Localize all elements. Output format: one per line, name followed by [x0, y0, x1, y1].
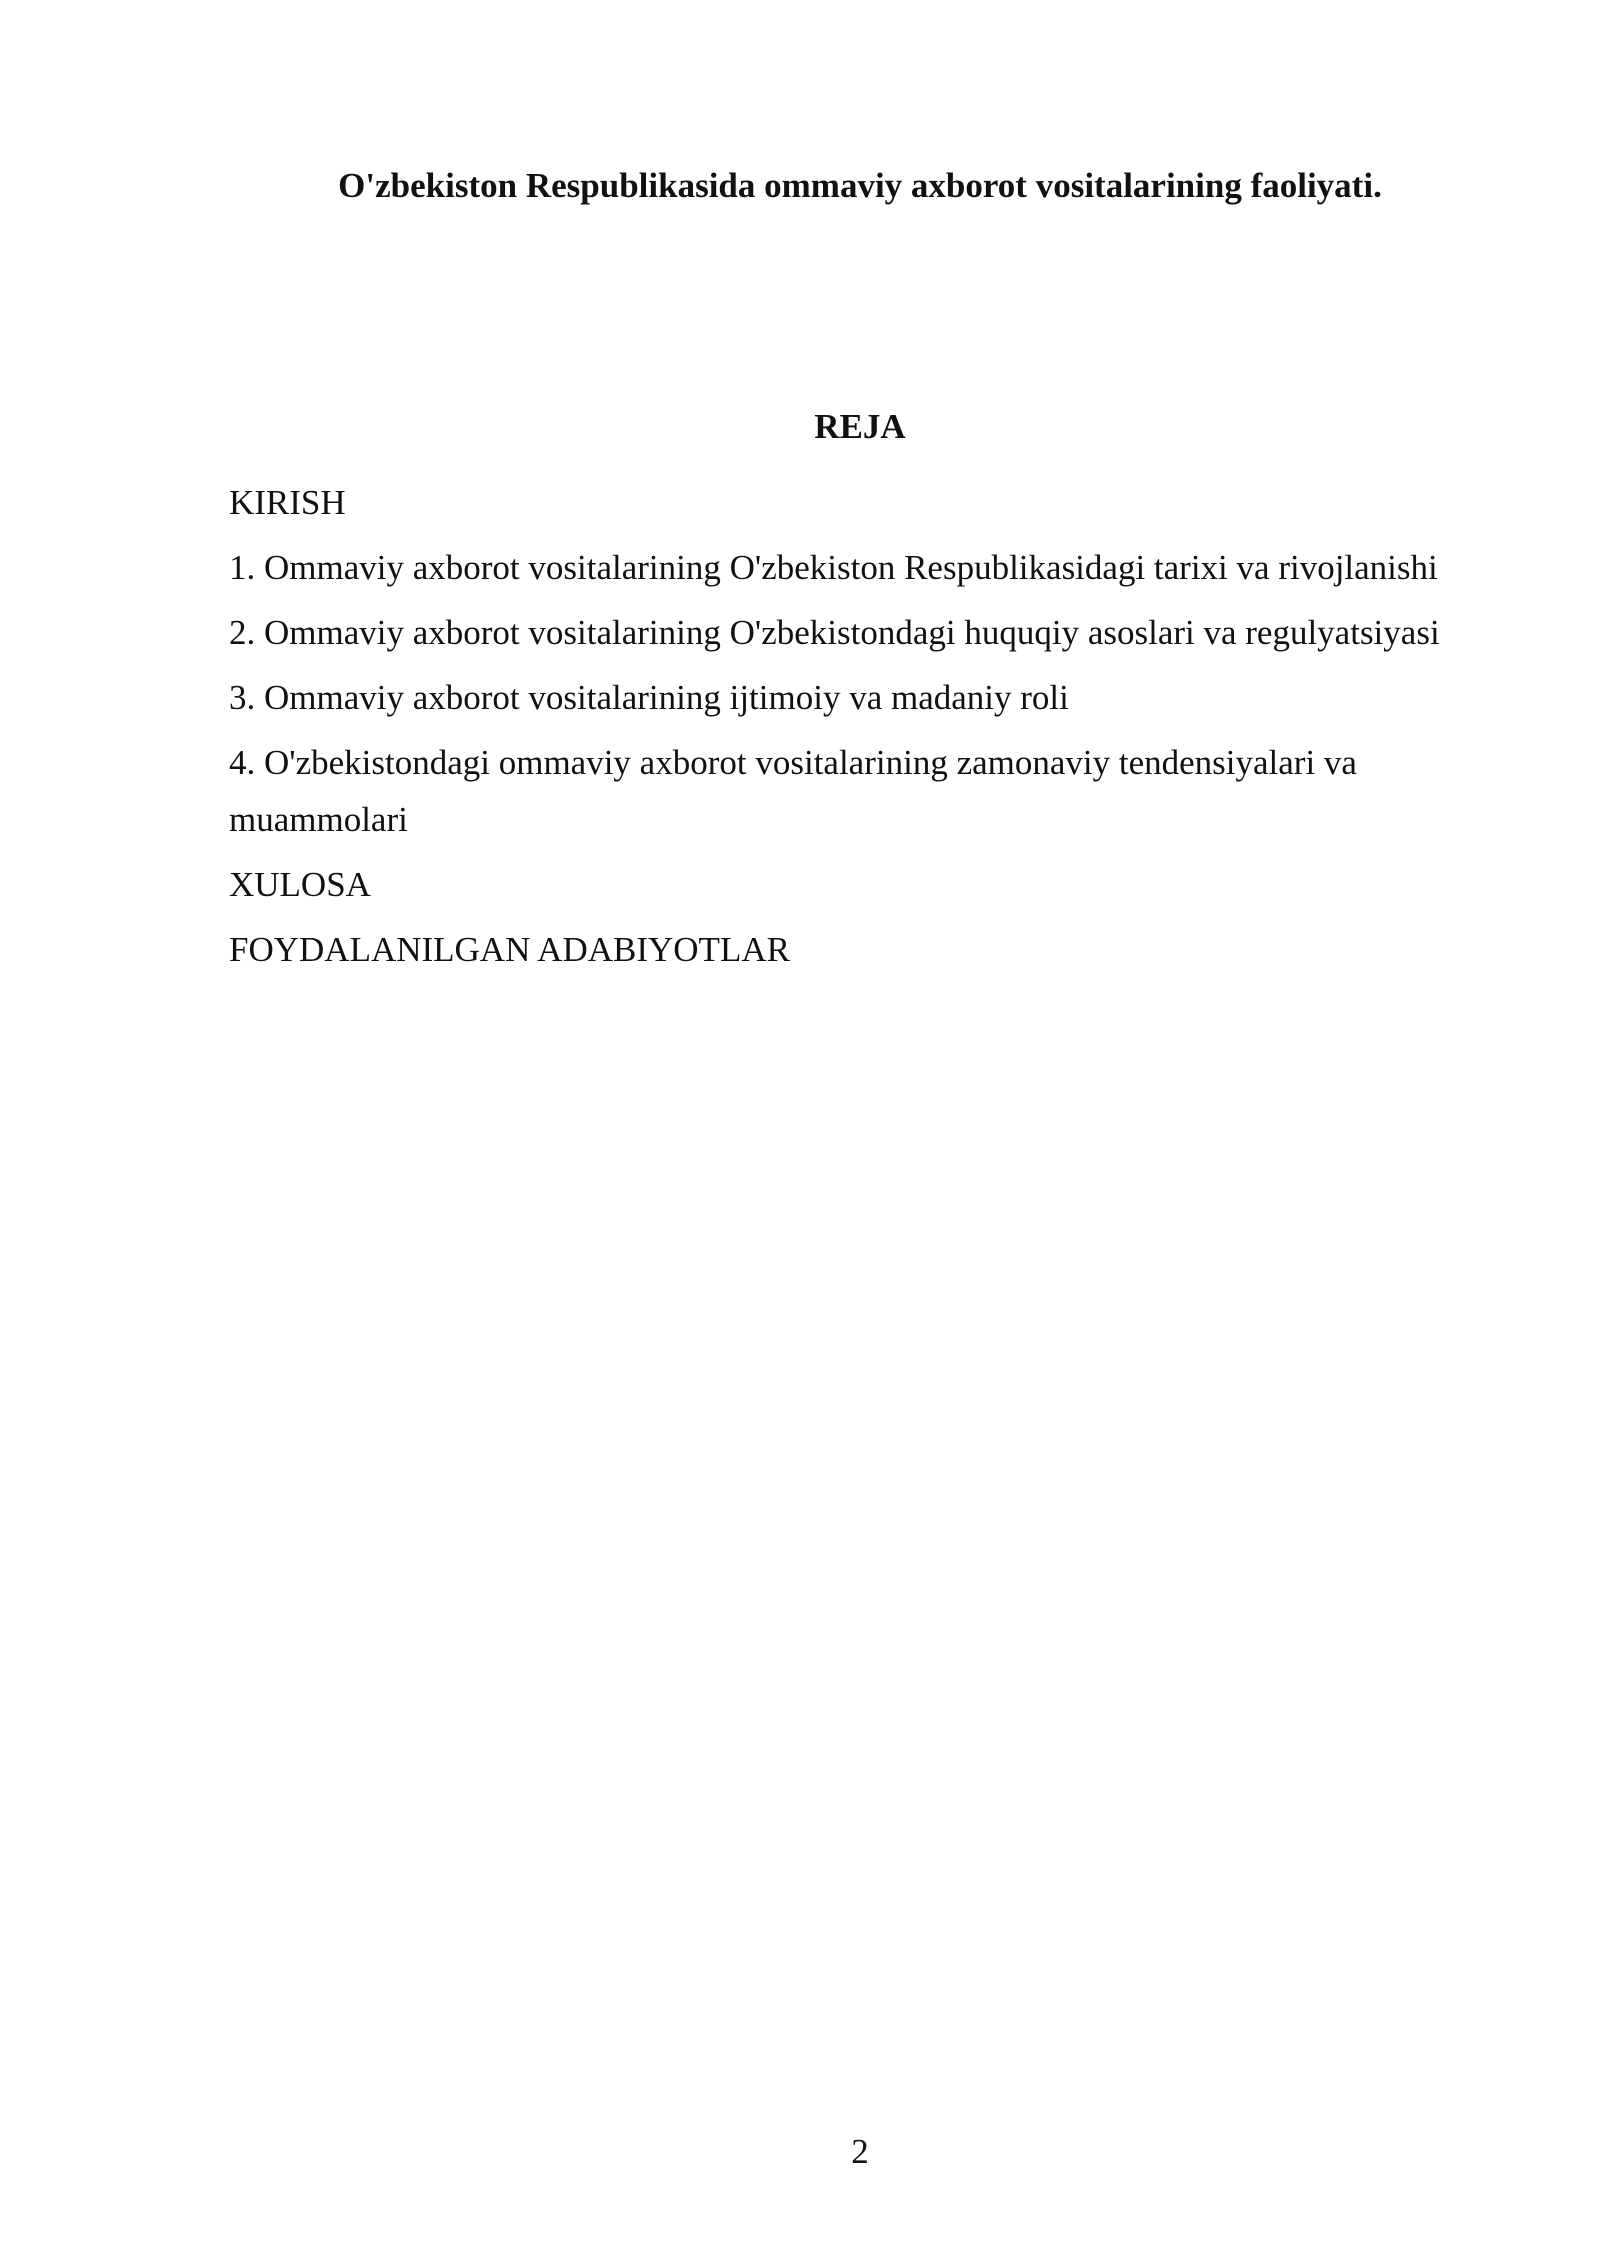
- plan-item-3: 3. Ommaviy axborot vositalarining ijtimoiy va madaniy roli: [229, 678, 1069, 717]
- plan-item-conclusion: XULOSA: [229, 865, 371, 904]
- document-title: O'zbekiston Respublikasida ommaviy axborot vositalarining faoliyati.: [338, 166, 1382, 205]
- plan-item-1: 1. Ommaviy axborot vositalarining O'zbekiston Respublikasidagi tarixi va rivojlanishi: [229, 548, 1438, 587]
- plan-item-2: 2. Ommaviy axborot vositalarining O'zbekistondagi huquqiy asoslari va regulyatsiyasi: [229, 613, 1440, 652]
- plan-item-4: 4. O'zbekistondagi ommaviy axborot vositalarining zamonaviy tendensiyalari va muammolari: [229, 743, 1357, 839]
- plan-list: [229, 474, 1459, 986]
- page-number: 2: [851, 2132, 869, 2171]
- plan-item-intro: KIRISH: [229, 483, 346, 522]
- plan-heading: REJA: [814, 407, 906, 446]
- plan-item-references: FOYDALANILGAN ADABIYOTLAR: [229, 930, 790, 969]
